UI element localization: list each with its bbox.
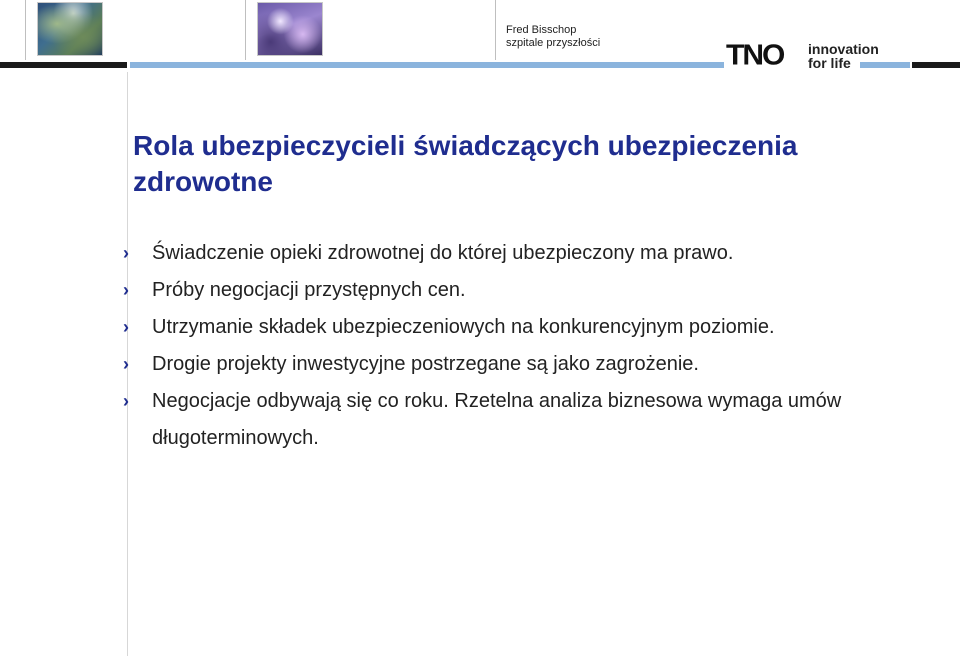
bullet-text: Świadczenie opieki zdrowotnej do której ubezpieczony ma prawo. <box>152 242 734 264</box>
chevron-right-icon: › <box>123 317 129 337</box>
slide-title: Rola ubezpieczycieli świadczących ubezpieczenia zdrowotne <box>133 130 798 197</box>
header-bar-dark-right <box>912 62 960 68</box>
chevron-right-icon: › <box>123 391 129 411</box>
bullet-text: Negocjacje odbywają się co roku. Rzetelna analiza biznesowa wymaga umów długoterminowych. <box>152 390 842 449</box>
bullet-list <box>123 235 943 457</box>
tno-logo: TNO <box>726 39 784 72</box>
header-divider <box>245 0 246 60</box>
slide-header <box>0 0 960 72</box>
chevron-right-icon: › <box>123 280 129 300</box>
list-item <box>123 346 943 383</box>
chevron-right-icon: › <box>123 354 129 374</box>
chevron-right-icon: › <box>123 243 129 263</box>
author-block <box>506 24 600 50</box>
bullet-text: Drogie projekty inwestycyjne postrzegane są jako zagrożenie. <box>152 353 699 375</box>
bullet-text: Próby negocjacji przystępnych cen. <box>152 279 466 301</box>
tagline-line-2: for life <box>808 55 851 71</box>
header-bar-blue-right <box>860 62 910 68</box>
list-item <box>123 309 943 346</box>
list-item <box>123 235 943 272</box>
header-divider <box>25 0 26 60</box>
author-name: Fred Bisschop <box>506 24 577 36</box>
bullet-text: Utrzymanie składek ubezpieczeniowych na konkurencyjnym poziomie. <box>152 316 775 338</box>
list-item <box>123 272 943 309</box>
list-item <box>123 383 943 457</box>
header-divider <box>495 0 496 60</box>
header-bar-blue <box>130 62 724 68</box>
header-bar-dark-left <box>0 62 127 68</box>
satellite-map-image <box>37 2 103 56</box>
molecular-image <box>257 2 323 56</box>
tagline-line-1: innovation <box>808 41 879 57</box>
presentation-subtitle: szpitale przyszłości <box>506 37 601 49</box>
